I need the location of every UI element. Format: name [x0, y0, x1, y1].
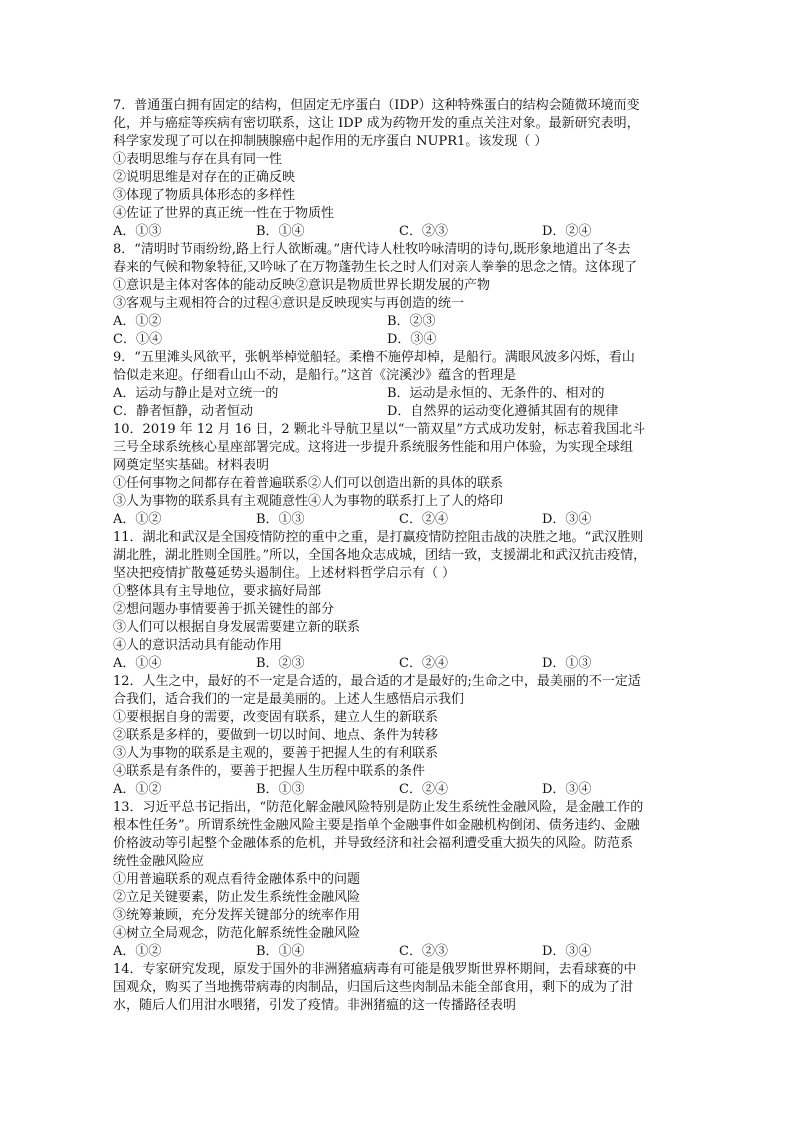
answer-option[interactable]: C．①④	[113, 332, 162, 347]
answer-option[interactable]: B．①④	[256, 944, 305, 959]
answer-option[interactable]: C．②④	[399, 782, 448, 797]
answer-option[interactable]: C．②③	[399, 224, 448, 239]
answer-option[interactable]: A．①③	[113, 224, 162, 239]
exam-page	[113, 97, 685, 1015]
question-10	[113, 421, 685, 529]
statement-item: ②说明思维是对存在的正确反映	[113, 170, 296, 185]
answer-option[interactable]: D．③④	[542, 944, 592, 959]
answer-option[interactable]: D．③④	[387, 332, 437, 347]
question-stem-line: 9．“五里滩头风欲平，张帆举棹觉船轻。柔橹不施停却棹，是船行。满眼风波多闪烁，看山	[113, 350, 635, 365]
question-14	[113, 961, 685, 1015]
answer-option[interactable]: B．②③	[387, 314, 436, 329]
statement-item: ③人们可以根据自身发展需要建立新的联系	[113, 620, 361, 635]
question-11	[113, 529, 685, 673]
answer-options-row	[113, 223, 685, 241]
statement-item: ③人为事物的联系是主观的，要善于把握人生的有利联系	[113, 746, 439, 761]
question-stem-line: 网奠定坚实基础。材料表明	[113, 458, 270, 473]
answer-options-row	[113, 385, 685, 403]
answer-option[interactable]: D．①③	[542, 656, 592, 671]
question-stem-line: 恰似走来迎。仔细看山山不动，是船行。”这首《浣溪沙》蕴含的哲理是	[113, 368, 517, 383]
answer-options-row	[113, 331, 685, 349]
question-stem-line: 8．“清明时节雨纷纷,路上行人欲断魂。”唐代诗人杜牧吟咏清明的诗句,既形象地道出了冬去	[113, 242, 631, 257]
answer-option[interactable]: A．①④	[113, 656, 162, 671]
statement-item: ③客观与主观相符合的过程④意识是反映现实与再创造的统一	[113, 296, 465, 311]
statement-item: ①表明思维与存在具有同一性	[113, 152, 283, 167]
answer-option[interactable]: C．②④	[399, 512, 448, 527]
question-stem-line: 春来的气候和物象特征,又吟咏了在万物蓬勃生长之时人们对亲人拳拳的思念之情。这体现了	[113, 260, 638, 275]
question-stem-line: 11．湖北和武汉是全国疫情防控的重中之重，是打赢疫情防控阻击战的决胜之地。“武汉胜则	[113, 530, 644, 545]
question-stem-line: 统性金融风险应	[113, 854, 205, 869]
question-7	[113, 97, 685, 241]
statement-item: ④联系是有条件的，要善于把握人生历程中联系的条件	[113, 764, 426, 779]
answer-options-row	[113, 943, 685, 961]
statement-item: ②联系是多样的，要做到一切以时间、地点、条件为转移	[113, 728, 439, 743]
answer-option[interactable]: B．①④	[256, 224, 305, 239]
question-stem-line: 10．2019 年 12 月 16 日，2 颗北斗导航卫星以“一箭双星”方式成功发射，标志着我国北斗	[113, 422, 646, 437]
answer-option[interactable]: D．自然界的运动变化遵循其固有的规律	[387, 404, 619, 419]
answer-option[interactable]: A．①②	[113, 944, 162, 959]
question-stem-line: 7．普通蛋白拥有固定的结构，但固定无序蛋白（IDP）这种特殊蛋白的结构会随微环境而变	[113, 98, 640, 113]
answer-option[interactable]: C．静者恒静，动者恒动	[113, 404, 253, 419]
answer-options-row	[113, 403, 685, 421]
question-stem-line: 根本性任务”。所谓系统性金融风险主要是指单个金融事件如金融机构倒闭、债务违约、金融	[113, 818, 640, 833]
answer-options-row	[113, 511, 685, 529]
question-stem-line: 化，并与癌症等疾病有密切联系，这让 IDP 成为药物开发的重点关注对象。最新研究表明，	[113, 116, 640, 131]
question-stem-line: 湖北胜，湖北胜则全国胜。”所以，全国各地众志成城，团结一致，支援湖北和武汉抗击疫情，	[113, 548, 647, 563]
question-stem-line: 13．习近平总书记指出，“防范化解金融风险特别是防止发生系统性金融风险，是金融工作的	[113, 800, 644, 815]
answer-option[interactable]: D．③④	[542, 782, 592, 797]
statement-item: ①要根据自身的需要，改变固有联系，建立人生的新联系	[113, 710, 439, 725]
question-stem-line: 坚决把疫情扩散蔓延势头遏制住。上述材料哲学启示有（ ）	[113, 566, 456, 581]
question-stem-line: 科学家发现了可以在抑制胰腺癌中起作用的无序蛋白 NUPR1。该发现（ ）	[113, 134, 548, 149]
question-9	[113, 349, 685, 421]
answer-option[interactable]: B．①③	[256, 782, 305, 797]
question-12	[113, 673, 685, 799]
statement-item: ①任何事物之间都存在着普遍联系②人们可以创造出新的具体的联系	[113, 476, 504, 491]
answer-options-row	[113, 313, 685, 331]
answer-option[interactable]: D．③④	[542, 512, 592, 527]
statement-item: ②想问题办事情要善于抓关键性的部分	[113, 602, 335, 617]
question-stem-line: 12．人生之中，最好的不一定是合适的，最合适的才是最好的;生命之中，最美丽的不一定适	[113, 674, 641, 689]
statement-item: ④人的意识活动具有能动作用	[113, 638, 283, 653]
question-stem-line: 国观众，购买了当地携带病毒的肉制品，归国后这些肉制品未能全部食用，剩下的成为了泔	[113, 980, 634, 995]
answer-option[interactable]: A．运动与静止是对立统一的	[113, 386, 279, 401]
statement-item: ①用普遍联系的观点看待金融体系中的问题	[113, 872, 361, 887]
answer-option[interactable]: C．②④	[399, 656, 448, 671]
question-stem-line: 三号全球系统核心星座部署完成。这将进一步提升系统服务性能和用户体验，为实现全球组	[113, 440, 634, 455]
answer-option[interactable]: B．②③	[256, 656, 305, 671]
statement-item: ②立足关键要素，防止发生系统性金融风险	[113, 890, 361, 905]
answer-options-row	[113, 655, 685, 673]
answer-option[interactable]: C．②③	[399, 944, 448, 959]
question-stem-line: 水，随后人们用泔水喂猪，引发了疫情。非洲猪瘟的这一传播路径表明	[113, 998, 517, 1013]
answer-option[interactable]: A．①②	[113, 782, 162, 797]
statement-item: ③统筹兼顾，充分发挥关键部分的统率作用	[113, 908, 361, 923]
question-8	[113, 241, 685, 349]
statement-item: ④佐证了世界的真正统一性在于物质性	[113, 206, 335, 221]
answer-option[interactable]: B．运动是永恒的、无条件的、相对的	[387, 386, 605, 401]
statement-item: ③人为事物的联系具有主观随意性④人为事物的联系打上了人的烙印	[113, 494, 504, 509]
answer-option[interactable]: A．①②	[113, 512, 162, 527]
answer-option[interactable]: D．②④	[542, 224, 592, 239]
statement-item: ④树立全局观念，防范化解系统性金融风险	[113, 926, 361, 941]
question-stem-line: 14．专家研究发现，原发于国外的非洲猪瘟病毒有可能是俄罗斯世界杯期间，去看球赛的中	[113, 962, 637, 977]
answer-option[interactable]: A．①②	[113, 314, 162, 329]
answer-option[interactable]: B．①③	[256, 512, 305, 527]
statement-item: ①整体具有主导地位，要求搞好局部	[113, 584, 322, 599]
statement-item: ①意识是主体对客体的能动反映②意识是物质世界长期发展的产物	[113, 278, 491, 293]
question-stem-line: 合我们，适合我们的一定是最美丽的。上述人生感悟启示我们	[113, 692, 465, 707]
question-stem-line: 价格波动等引起整个金融体系的危机，并导致经济和社会福利遭受重大损失的风险。防范系	[113, 836, 634, 851]
question-13	[113, 799, 685, 961]
answer-options-row	[113, 781, 685, 799]
statement-item: ③体现了物质具体形态的多样性	[113, 188, 296, 203]
